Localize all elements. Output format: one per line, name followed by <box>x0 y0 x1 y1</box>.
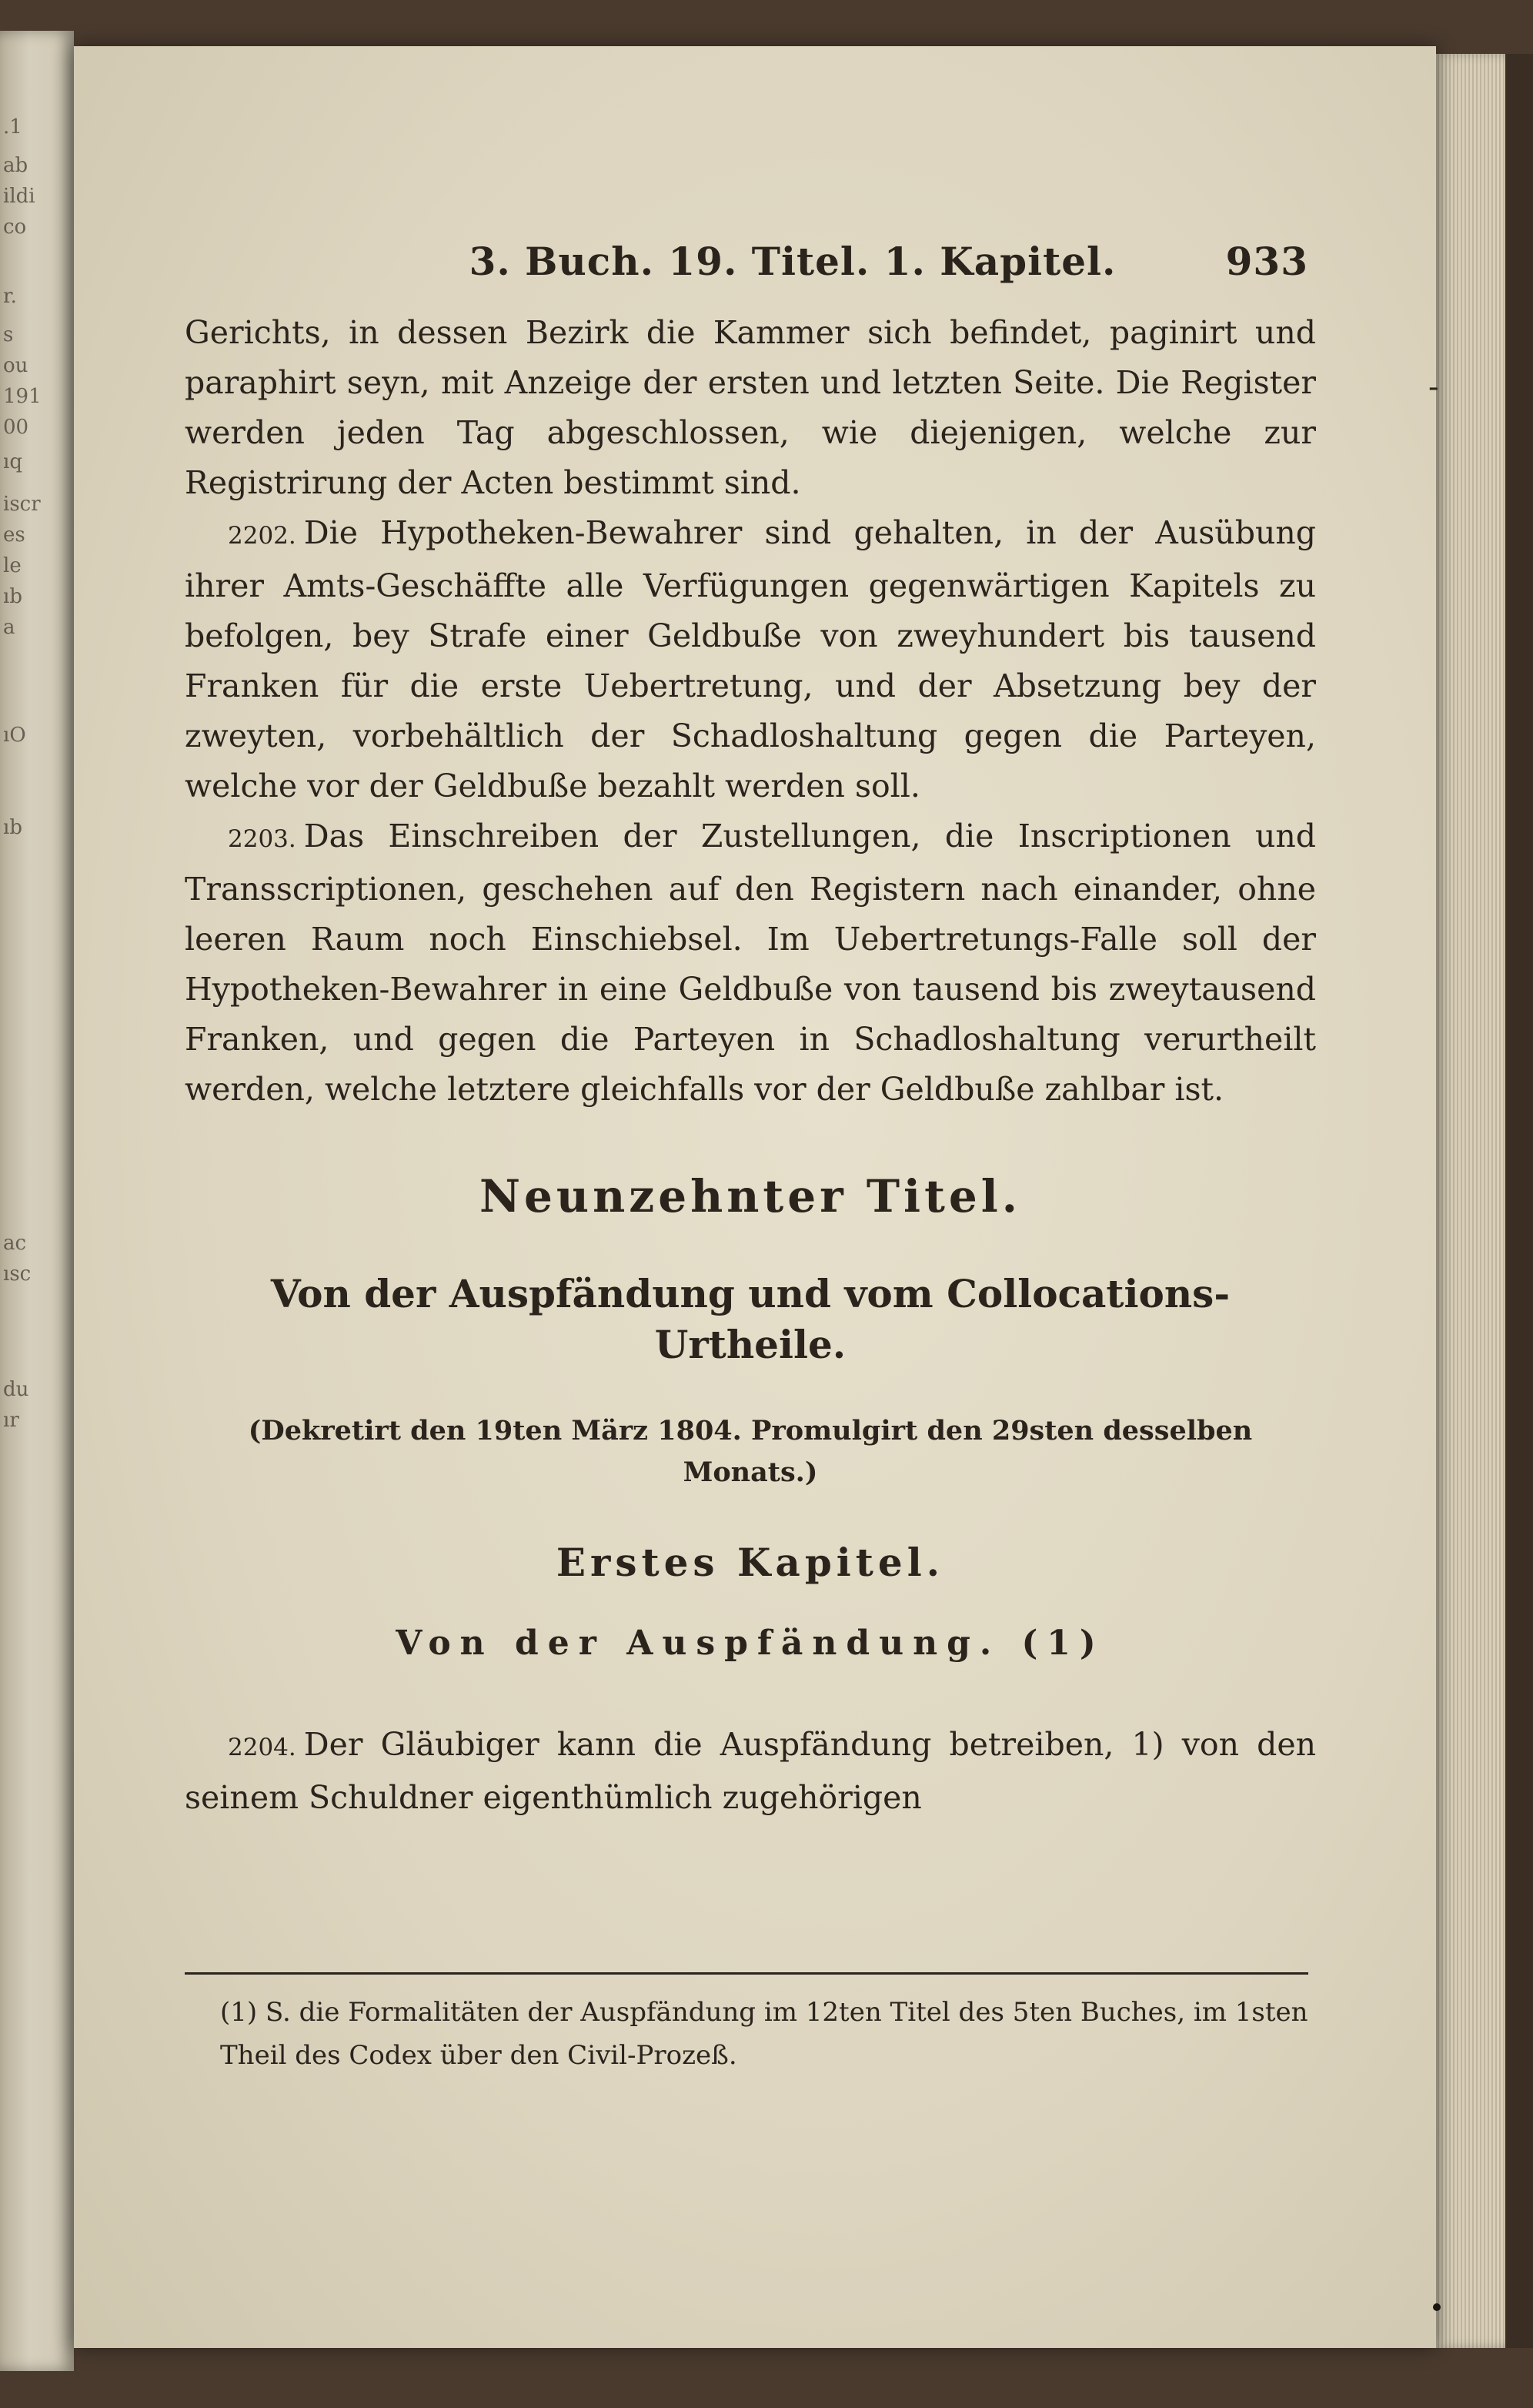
paragraph-text: Das Einschreiben der Zustellungen, die Inscriptionen und Transscriptionen, geschehen auf den Registern nach einander, ohne leeren Raum noch Einschiebsel. Im Uebertretungs-Falle soll der Hypotheken-Bewahrer in eine Geldbuße von tausend bis zweytausend Franken, und gegen die Parteyen in Schadloshaltung verurtheilt werden, welche letztere gleichfalls vor der Geldbuße zahlbar ist. <box>185 818 1316 1108</box>
left-page-fragment: ır <box>3 1409 19 1432</box>
left-page-fragment: a <box>3 616 15 639</box>
article-number: 2203. <box>228 825 296 853</box>
chapter-subheading: Von der Auspfändung. (1) <box>396 1624 1105 1663</box>
left-page-fragment: ou <box>3 354 28 377</box>
paragraph-2203 <box>185 811 1316 1115</box>
left-page-fragment: ısc <box>3 1263 32 1286</box>
left-page-fragment: s <box>3 323 14 346</box>
paragraph-2202 <box>185 508 1316 811</box>
footnote-rule <box>185 1972 1308 1975</box>
article-number: 2202. <box>228 522 296 550</box>
page-number: 933 <box>1225 239 1308 284</box>
footnote: (1) S. die Formalitäten der Auspfändung im 12ten Titel des 5ten Buches, im 1sten Theil des Codex über den Civil-Prozeß. <box>220 1997 1308 2071</box>
running-head <box>185 239 1316 293</box>
left-page-fragment: du <box>3 1378 29 1401</box>
paragraph-2204 <box>185 1720 1316 1823</box>
ink-dot <box>1433 2303 1441 2311</box>
left-page-fragment: ıb <box>3 585 22 608</box>
left-page-fragment: co <box>3 216 27 239</box>
article-number: 2204. <box>228 1734 296 1761</box>
decree-note: (Dekretirt den 19ten März 1804. Promulgirt den 29sten desselben Monats.) <box>248 1415 1253 1488</box>
title-heading: Neunzehnter Titel. <box>479 1170 1021 1222</box>
left-page-fragment: ildi <box>3 185 35 208</box>
book-page <box>74 46 1439 2348</box>
paragraph-text: Die Hypotheken-Bewahrer sind gehalten, in der Ausübung ihrer Amts-Geschäffte alle Verfügungen gegenwärtigen Kapitels zu befolgen, bey Strafe einer Geldbuße von zweyhundert bis tausend Franken für die erste Uebertretung, und der Absetzung bey der zweyten, vorbehältlich der Schadloshaltung gegen die Parteyen, welche vor der Geldbuße bezahlt werden soll. <box>185 514 1316 804</box>
left-page-fragment: .1 <box>3 115 22 139</box>
previous-page-edge <box>0 31 74 2371</box>
left-page-fragment: ab <box>3 154 28 177</box>
chapter-heading: Erstes Kapitel. <box>556 1540 945 1585</box>
left-page-fragment: 191 <box>3 385 42 408</box>
left-page-fragment: es <box>3 523 25 547</box>
page-content <box>185 239 1316 1823</box>
title-subheading: Von der Auspfändung und vom Collocations-Urtheile. <box>270 1271 1231 1367</box>
left-page-fragment: ıb <box>3 816 22 839</box>
left-page-fragment: 00 <box>3 416 29 439</box>
left-page-fragment: le <box>3 554 22 577</box>
left-page-fragment: ıO <box>3 724 26 747</box>
running-head-text: 3. Buch. 19. Titel. 1. Kapitel. <box>469 239 1117 284</box>
left-page-fragment: r. <box>3 285 17 308</box>
left-page-fragment: ac <box>3 1232 27 1255</box>
book-cover-edge <box>1505 54 1533 2348</box>
left-page-fragment: ıq <box>3 450 22 473</box>
paragraph-text: Gerichts, in dessen Bezirk die Kammer sich befindet, paginirt und paraphirt seyn, mit Anzeige der ersten und letzten Seite. Die Register werden jeden Tag abgeschlossen, wie diejenigen, welche zur Registrirung der Acten bestimmt sind. <box>185 314 1316 501</box>
paragraph-text: Der Gläubiger kann die Auspfändung betreiben, 1) von den seinem Schuldner eigenthümlich zugehörigen <box>185 1726 1316 1816</box>
left-page-fragment: iscr <box>3 493 41 516</box>
paragraph-continuation <box>185 308 1316 508</box>
margin-mark: - <box>1428 370 1439 405</box>
